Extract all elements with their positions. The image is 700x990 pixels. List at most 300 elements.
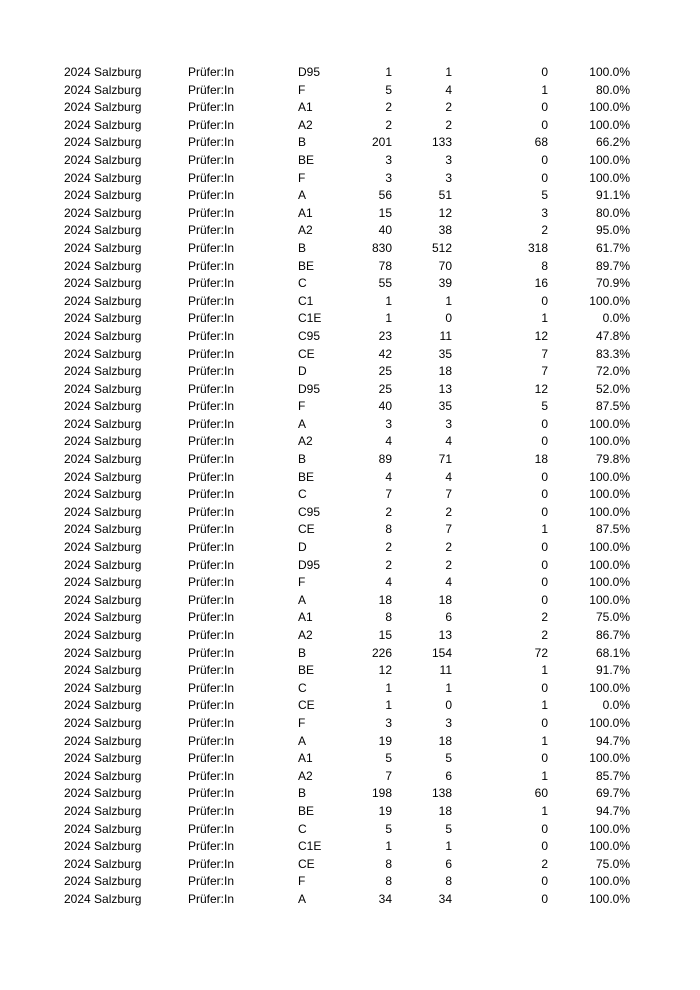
role-cell: Prüfer:In <box>188 276 235 291</box>
pass-rate-cell: 100.0% <box>589 293 630 308</box>
role-cell: Prüfer:In <box>188 82 235 97</box>
table-row <box>64 170 630 188</box>
role-cell: Prüfer:In <box>188 663 235 678</box>
failed-cell: 0 <box>541 152 548 167</box>
role-cell: Prüfer:In <box>188 856 235 871</box>
total-cell: 1 <box>385 65 392 79</box>
total-cell: 1 <box>385 839 392 854</box>
year-location-cell: 2024 Salzburg <box>64 786 142 801</box>
passed-cell: 133 <box>431 135 452 150</box>
role-cell: Prüfer:In <box>188 364 235 379</box>
failed-cell: 0 <box>541 592 548 607</box>
role-cell: Prüfer:In <box>188 188 235 203</box>
license-class-cell: BE <box>298 469 315 484</box>
year-location-cell: 2024 Salzburg <box>64 874 142 889</box>
pass-rate-cell: 80.0% <box>595 82 630 97</box>
table-row <box>64 293 630 311</box>
year-location-cell: 2024 Salzburg <box>64 733 142 748</box>
total-cell: 830 <box>371 240 392 255</box>
year-location-cell: 2024 Salzburg <box>64 205 142 220</box>
table-row <box>64 733 630 751</box>
table-row <box>64 697 630 715</box>
failed-cell: 60 <box>534 786 548 801</box>
table-row <box>64 99 630 117</box>
passed-cell: 6 <box>445 856 452 871</box>
total-cell: 1 <box>385 680 392 695</box>
pass-rate-cell: 91.7% <box>595 663 630 678</box>
role-cell: Prüfer:In <box>188 751 235 766</box>
table-row <box>64 64 630 82</box>
pass-rate-cell: 52.0% <box>595 381 630 396</box>
table-row <box>64 469 630 487</box>
license-class-cell: F <box>298 82 306 97</box>
license-class-cell: CE <box>298 698 315 713</box>
failed-cell: 5 <box>541 399 548 414</box>
total-cell: 25 <box>378 364 392 379</box>
pass-rate-cell: 100.0% <box>589 751 630 766</box>
role-cell: Prüfer:In <box>188 399 235 414</box>
role-cell: Prüfer:In <box>188 803 235 818</box>
pass-rate-cell: 87.5% <box>595 399 630 414</box>
license-class-cell: B <box>298 452 307 467</box>
passed-cell: 4 <box>445 575 452 590</box>
year-location-cell: 2024 Salzburg <box>64 346 142 361</box>
table-row <box>64 82 630 100</box>
passed-cell: 35 <box>438 346 452 361</box>
year-location-cell: 2024 Salzburg <box>64 680 142 695</box>
role-cell: Prüfer:In <box>188 416 235 431</box>
failed-cell: 0 <box>541 487 548 502</box>
total-cell: 4 <box>385 575 392 590</box>
role-cell: Prüfer:In <box>188 786 235 801</box>
total-cell: 19 <box>378 733 392 748</box>
year-location-cell: 2024 Salzburg <box>64 628 142 642</box>
failed-cell: 2 <box>541 856 548 871</box>
table-row <box>64 275 630 293</box>
failed-cell: 0 <box>541 557 548 572</box>
total-cell: 12 <box>378 663 392 678</box>
role-cell: Prüfer:In <box>188 240 235 255</box>
role-cell: Prüfer:In <box>188 874 235 889</box>
license-class-cell: A2 <box>298 768 313 783</box>
total-cell: 1 <box>385 311 392 326</box>
role-cell: Prüfer:In <box>188 381 235 396</box>
year-location-cell: 2024 Salzburg <box>64 891 142 906</box>
license-class-cell: BE <box>298 803 315 818</box>
passed-cell: 13 <box>438 628 452 642</box>
table-row <box>64 117 630 135</box>
passed-cell: 71 <box>438 452 452 467</box>
pass-rate-cell: 66.2% <box>595 135 630 150</box>
failed-cell: 12 <box>534 328 548 343</box>
passed-cell: 0 <box>445 698 452 713</box>
role-cell: Prüfer:In <box>188 698 235 713</box>
license-class-cell: A <box>298 592 307 607</box>
role-cell: Prüfer:In <box>188 487 235 502</box>
year-location-cell: 2024 Salzburg <box>64 557 142 572</box>
role-cell: Prüfer:In <box>188 645 235 660</box>
role-cell: Prüfer:In <box>188 504 235 519</box>
license-class-cell: C1E <box>298 839 322 854</box>
total-cell: 5 <box>385 82 392 97</box>
pass-rate-cell: 100.0% <box>589 821 630 836</box>
failed-cell: 1 <box>541 82 548 97</box>
role-cell: Prüfer:In <box>188 205 235 220</box>
table-row <box>64 381 630 399</box>
pass-rate-cell: 89.7% <box>595 258 630 273</box>
year-location-cell: 2024 Salzburg <box>64 452 142 467</box>
year-location-cell: 2024 Salzburg <box>64 240 142 255</box>
total-cell: 3 <box>385 715 392 730</box>
year-location-cell: 2024 Salzburg <box>64 504 142 519</box>
total-cell: 34 <box>378 891 392 906</box>
role-cell: Prüfer:In <box>188 575 235 590</box>
pass-rate-cell: 100.0% <box>589 170 630 185</box>
pass-rate-cell: 100.0% <box>589 680 630 695</box>
failed-cell: 0 <box>541 874 548 889</box>
passed-cell: 0 <box>445 311 452 326</box>
license-class-cell: D <box>298 364 307 379</box>
year-location-cell: 2024 Salzburg <box>64 328 142 343</box>
license-class-cell: C <box>298 821 307 836</box>
license-class-cell: D95 <box>298 557 321 572</box>
role-cell: Prüfer:In <box>188 65 235 79</box>
passed-cell: 1 <box>445 293 452 308</box>
pass-rate-cell: 100.0% <box>589 715 630 730</box>
pass-rate-cell: 0.0% <box>602 698 630 713</box>
table-row <box>64 451 630 469</box>
total-cell: 2 <box>385 117 392 132</box>
license-class-cell: A <box>298 416 307 431</box>
failed-cell: 1 <box>541 663 548 678</box>
table-row <box>64 416 630 434</box>
year-location-cell: 2024 Salzburg <box>64 399 142 414</box>
total-cell: 25 <box>378 381 392 396</box>
role-cell: Prüfer:In <box>188 346 235 361</box>
table-row <box>64 609 630 627</box>
passed-cell: 6 <box>445 610 452 625</box>
total-cell: 3 <box>385 416 392 431</box>
year-location-cell: 2024 Salzburg <box>64 856 142 871</box>
role-cell: Prüfer:In <box>188 152 235 167</box>
year-location-cell: 2024 Salzburg <box>64 768 142 783</box>
failed-cell: 0 <box>541 751 548 766</box>
total-cell: 56 <box>378 188 392 203</box>
total-cell: 4 <box>385 434 392 449</box>
year-location-cell: 2024 Salzburg <box>64 381 142 396</box>
failed-cell: 7 <box>541 364 548 379</box>
total-cell: 40 <box>378 399 392 414</box>
passed-cell: 1 <box>445 839 452 854</box>
table-row <box>64 873 630 891</box>
total-cell: 1 <box>385 698 392 713</box>
license-class-cell: F <box>298 575 306 590</box>
pass-rate-cell: 100.0% <box>589 592 630 607</box>
total-cell: 8 <box>385 610 392 625</box>
role-cell: Prüfer:In <box>188 839 235 854</box>
passed-cell: 2 <box>445 557 452 572</box>
passed-cell: 70 <box>438 258 452 273</box>
failed-cell: 0 <box>541 540 548 555</box>
license-class-cell: B <box>298 135 307 150</box>
role-cell: Prüfer:In <box>188 540 235 555</box>
table-row <box>64 627 630 645</box>
pass-rate-cell: 75.0% <box>595 610 630 625</box>
license-class-cell: D95 <box>298 381 321 396</box>
passed-cell: 1 <box>445 680 452 695</box>
failed-cell: 68 <box>534 135 548 150</box>
total-cell: 5 <box>385 751 392 766</box>
failed-cell: 5 <box>541 188 548 203</box>
license-class-cell: C1E <box>298 311 322 326</box>
failed-cell: 0 <box>541 821 548 836</box>
table-row <box>64 803 630 821</box>
failed-cell: 0 <box>541 575 548 590</box>
pass-rate-cell: 100.0% <box>589 487 630 502</box>
total-cell: 2 <box>385 557 392 572</box>
passed-cell: 51 <box>438 188 452 203</box>
table-row <box>64 768 630 786</box>
license-class-cell: A <box>298 188 307 203</box>
license-class-cell: BE <box>298 663 315 678</box>
license-class-cell: CE <box>298 522 315 537</box>
total-cell: 226 <box>371 645 392 660</box>
license-class-cell: A1 <box>298 751 313 766</box>
total-cell: 78 <box>378 258 392 273</box>
table-row <box>64 662 630 680</box>
license-class-cell: A2 <box>298 117 313 132</box>
failed-cell: 1 <box>541 698 548 713</box>
license-class-cell: CE <box>298 346 315 361</box>
license-class-cell: F <box>298 399 306 414</box>
failed-cell: 0 <box>541 170 548 185</box>
pass-rate-cell: 47.8% <box>595 328 630 343</box>
passed-cell: 39 <box>438 276 452 291</box>
license-class-cell: F <box>298 170 306 185</box>
failed-cell: 12 <box>534 381 548 396</box>
license-class-cell: A1 <box>298 100 313 115</box>
year-location-cell: 2024 Salzburg <box>64 469 142 484</box>
year-location-cell: 2024 Salzburg <box>64 803 142 818</box>
total-cell: 2 <box>385 100 392 115</box>
license-class-cell: C95 <box>298 328 321 343</box>
pass-rate-cell: 75.0% <box>595 856 630 871</box>
year-location-cell: 2024 Salzburg <box>64 100 142 115</box>
table-row <box>64 258 630 276</box>
failed-cell: 0 <box>541 65 548 79</box>
passed-cell: 7 <box>445 487 452 502</box>
total-cell: 2 <box>385 540 392 555</box>
passed-cell: 3 <box>445 170 452 185</box>
passed-cell: 8 <box>445 874 452 889</box>
license-class-cell: A2 <box>298 434 313 449</box>
passed-cell: 5 <box>445 821 452 836</box>
role-cell: Prüfer:In <box>188 821 235 836</box>
year-location-cell: 2024 Salzburg <box>64 82 142 97</box>
role-cell: Prüfer:In <box>188 610 235 625</box>
passed-cell: 2 <box>445 117 452 132</box>
passed-cell: 138 <box>431 786 452 801</box>
pass-rate-cell: 61.7% <box>595 240 630 255</box>
year-location-cell: 2024 Salzburg <box>64 170 142 185</box>
table-row <box>64 152 630 170</box>
total-cell: 4 <box>385 469 392 484</box>
total-cell: 18 <box>378 592 392 607</box>
license-class-cell: A <box>298 733 307 748</box>
passed-cell: 18 <box>438 733 452 748</box>
failed-cell: 1 <box>541 768 548 783</box>
passed-cell: 4 <box>445 469 452 484</box>
year-location-cell: 2024 Salzburg <box>64 364 142 379</box>
passed-cell: 4 <box>445 434 452 449</box>
pass-rate-cell: 95.0% <box>595 223 630 238</box>
license-class-cell: C <box>298 487 307 502</box>
passed-cell: 12 <box>438 205 452 220</box>
passed-cell: 2 <box>445 540 452 555</box>
passed-cell: 35 <box>438 399 452 414</box>
total-cell: 40 <box>378 223 392 238</box>
role-cell: Prüfer:In <box>188 258 235 273</box>
table-row <box>64 504 630 522</box>
pass-rate-cell: 70.9% <box>595 276 630 291</box>
total-cell: 2 <box>385 504 392 519</box>
failed-cell: 318 <box>527 240 548 255</box>
failed-cell: 2 <box>541 610 548 625</box>
failed-cell: 0 <box>541 715 548 730</box>
total-cell: 8 <box>385 522 392 537</box>
license-class-cell: A2 <box>298 628 313 642</box>
failed-cell: 0 <box>541 293 548 308</box>
license-class-cell: A2 <box>298 223 313 238</box>
table-row <box>64 891 630 909</box>
failed-cell: 1 <box>541 803 548 818</box>
table-row <box>64 557 630 575</box>
pass-rate-cell: 100.0% <box>589 416 630 431</box>
year-location-cell: 2024 Salzburg <box>64 821 142 836</box>
table-row <box>64 363 630 381</box>
pass-rate-cell: 83.3% <box>595 346 630 361</box>
failed-cell: 8 <box>541 258 548 273</box>
failed-cell: 0 <box>541 504 548 519</box>
failed-cell: 18 <box>534 452 548 467</box>
year-location-cell: 2024 Salzburg <box>64 293 142 308</box>
pass-rate-cell: 94.7% <box>595 803 630 818</box>
role-cell: Prüfer:In <box>188 328 235 343</box>
role-cell: Prüfer:In <box>188 135 235 150</box>
passed-cell: 18 <box>438 592 452 607</box>
table-row <box>64 715 630 733</box>
passed-cell: 5 <box>445 751 452 766</box>
passed-cell: 154 <box>431 645 452 660</box>
pass-rate-cell: 100.0% <box>589 557 630 572</box>
pass-rate-cell: 79.8% <box>595 452 630 467</box>
total-cell: 3 <box>385 152 392 167</box>
table-row <box>64 539 630 557</box>
table-row <box>64 222 630 240</box>
role-cell: Prüfer:In <box>188 100 235 115</box>
failed-cell: 72 <box>534 645 548 660</box>
table-row <box>64 592 630 610</box>
failed-cell: 1 <box>541 311 548 326</box>
license-class-cell: C <box>298 680 307 695</box>
total-cell: 8 <box>385 874 392 889</box>
passed-cell: 512 <box>431 240 452 255</box>
year-location-cell: 2024 Salzburg <box>64 117 142 132</box>
role-cell: Prüfer:In <box>188 223 235 238</box>
pass-rate-cell: 0.0% <box>602 311 630 326</box>
table-row <box>64 328 630 346</box>
pass-rate-cell: 100.0% <box>589 152 630 167</box>
pass-rate-cell: 91.1% <box>595 188 630 203</box>
year-location-cell: 2024 Salzburg <box>64 276 142 291</box>
license-class-cell: BE <box>298 152 315 167</box>
year-location-cell: 2024 Salzburg <box>64 416 142 431</box>
role-cell: Prüfer:In <box>188 768 235 783</box>
role-cell: Prüfer:In <box>188 117 235 132</box>
total-cell: 15 <box>378 205 392 220</box>
passed-cell: 34 <box>438 891 452 906</box>
license-class-cell: B <box>298 786 307 801</box>
license-class-cell: A1 <box>298 205 313 220</box>
year-location-cell: 2024 Salzburg <box>64 540 142 555</box>
pass-rate-cell: 100.0% <box>589 434 630 449</box>
role-cell: Prüfer:In <box>188 311 235 326</box>
table-row <box>64 821 630 839</box>
table-row <box>64 433 630 451</box>
table-row <box>64 240 630 258</box>
total-cell: 15 <box>378 628 392 642</box>
role-cell: Prüfer:In <box>188 522 235 537</box>
year-location-cell: 2024 Salzburg <box>64 434 142 449</box>
license-class-cell: BE <box>298 258 315 273</box>
table-row <box>64 205 630 223</box>
year-location-cell: 2024 Salzburg <box>64 575 142 590</box>
passed-cell: 2 <box>445 504 452 519</box>
pass-rate-cell: 100.0% <box>589 65 630 79</box>
year-location-cell: 2024 Salzburg <box>64 645 142 660</box>
pass-rate-cell: 72.0% <box>595 364 630 379</box>
total-cell: 5 <box>385 821 392 836</box>
license-class-cell: F <box>298 715 306 730</box>
total-cell: 7 <box>385 487 392 502</box>
passed-cell: 7 <box>445 522 452 537</box>
pass-rate-cell: 87.5% <box>595 522 630 537</box>
year-location-cell: 2024 Salzburg <box>64 487 142 502</box>
table-row <box>64 521 630 539</box>
table-row <box>64 785 630 803</box>
role-cell: Prüfer:In <box>188 891 235 906</box>
license-class-cell: F <box>298 874 306 889</box>
passed-cell: 18 <box>438 803 452 818</box>
year-location-cell: 2024 Salzburg <box>64 311 142 326</box>
pass-rate-cell: 100.0% <box>589 504 630 519</box>
failed-cell: 7 <box>541 346 548 361</box>
passed-cell: 11 <box>439 663 452 678</box>
data-sheet <box>64 64 630 909</box>
failed-cell: 3 <box>541 205 548 220</box>
role-cell: Prüfer:In <box>188 557 235 572</box>
passed-cell: 11 <box>439 328 452 343</box>
license-class-cell: C <box>298 276 307 291</box>
table-body <box>64 64 630 909</box>
year-location-cell: 2024 Salzburg <box>64 698 142 713</box>
table-row <box>64 680 630 698</box>
year-location-cell: 2024 Salzburg <box>64 592 142 607</box>
role-cell: Prüfer:In <box>188 434 235 449</box>
failed-cell: 1 <box>541 522 548 537</box>
failed-cell: 0 <box>541 416 548 431</box>
passed-cell: 4 <box>445 82 452 97</box>
